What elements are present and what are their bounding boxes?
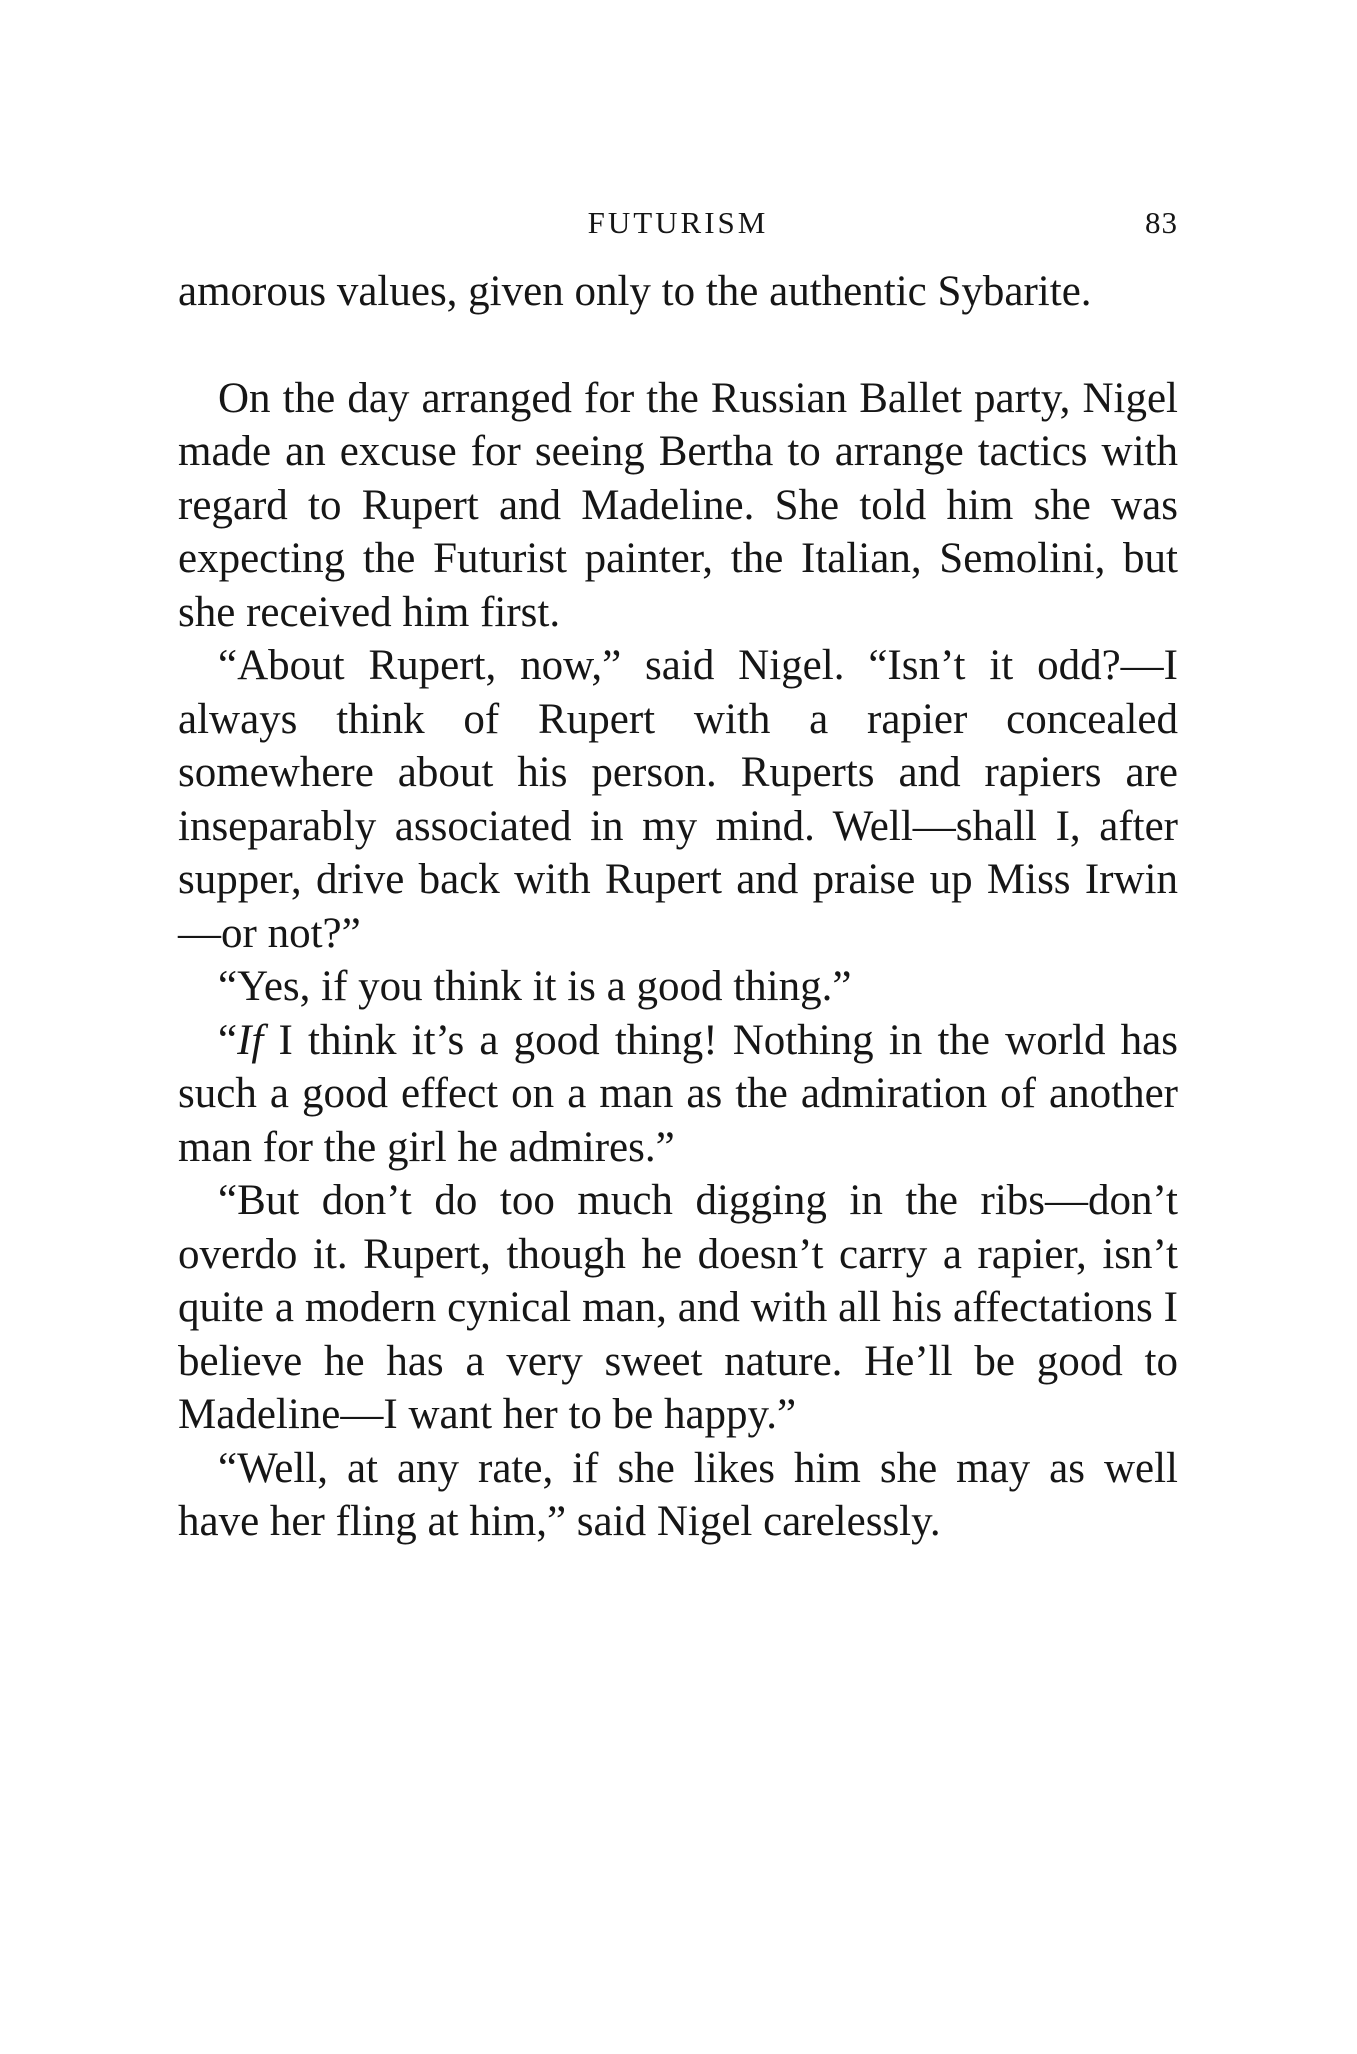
page-number: 83: [1145, 205, 1178, 240]
paragraph-dialogue: “Yes, if you think it is a good thing.”: [218, 963, 852, 1010]
paragraph-continued: amorous values, given only to the authentic Sybarite.: [178, 268, 1092, 315]
paragraph-dialogue: “But don’t do too much digging in the ribs—don’t overdo it. Rupert, though he doesn’t carry a rapier, isn’t quite a modern cynical man, and with all his affectations I believe he has a very sweet nature. He’ll be good to Madeline—I want her to be happy.”: [178, 1177, 1178, 1438]
paragraph-dialogue: “About Rupert, now,” said Nigel. “Isn’t it odd?—I always think of Rupert with a rapier concealed somewhere about his person. Ruperts and rapiers are inseparably associated in my mind. Well—shall I, after supper, drive back with Rupert and praise up Miss Irwin—or not?”: [178, 642, 1178, 957]
body-text: [178, 265, 1178, 1549]
paragraph-dialogue: “Well, at any rate, if she likes him she may as well have her fling at him,” said Nigel carelessly.: [178, 1444, 1178, 1545]
book-page: [178, 205, 1178, 1549]
emphasis-text: If: [237, 1016, 264, 1064]
running-head: [178, 205, 1178, 265]
running-title: FUTURISM: [587, 205, 769, 240]
paragraph-section-start: On the day arranged for the Russian Ballet party, Nigel made an excuse for seeing Bertha to arrange tactics with regard to Rupert and Madeline. She told him she was expecting the Futurist painter, the Italian, Semolini, but she received him first.: [178, 374, 1178, 636]
paragraph-dialogue: [178, 1014, 1178, 1175]
paragraph-rest: I think it’s a good thing! Nothing in the world has such a good effect on a man as the admiration of another man for the girl he admires.”: [178, 1016, 1178, 1171]
open-quote: “: [218, 1016, 238, 1064]
